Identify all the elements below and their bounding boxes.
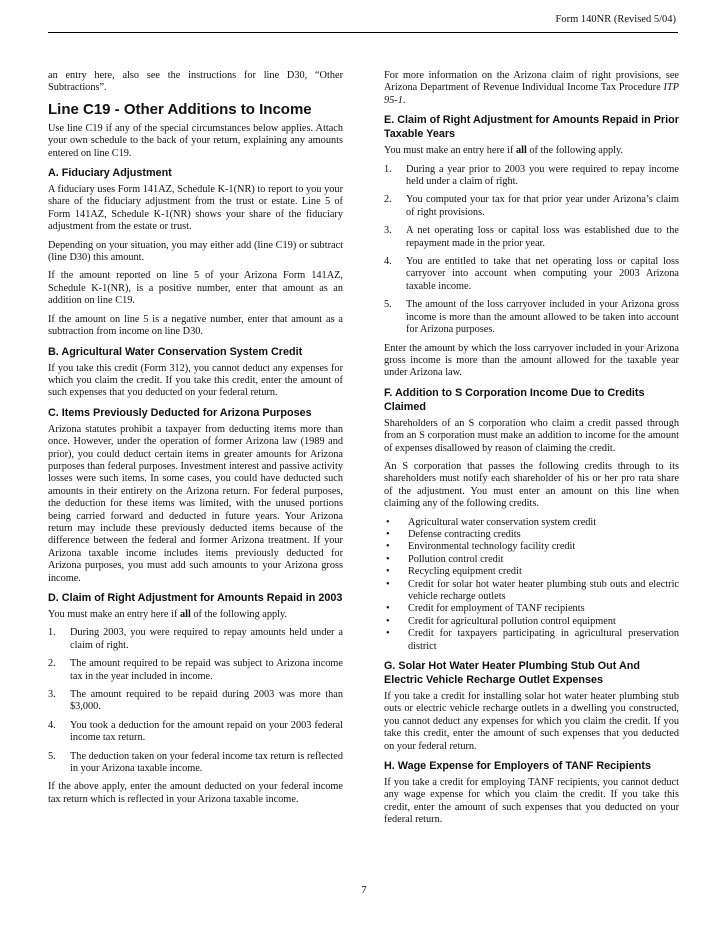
- list-item: [384, 299, 679, 336]
- list-text: A net operating loss or capital loss was established due to the repayment made in the prior year.: [406, 225, 679, 249]
- list-text: The deduction taken on your federal income tax return is reflected in your Arizona taxable income.: [70, 750, 343, 775]
- list-item: [384, 256, 679, 293]
- list-item: [48, 751, 343, 776]
- section-e-intro-a: You must make an entry here if: [384, 145, 516, 157]
- list-item: [384, 164, 679, 189]
- section-d-intro-c: of the following apply.: [190, 609, 288, 620]
- itp-reference-code: ITP 95-1: [384, 82, 679, 106]
- list-item: [384, 554, 679, 566]
- list-text: The amount required to be repaid was subject to Arizona income tax in the year included in income.: [70, 658, 343, 682]
- list-item: [384, 517, 679, 529]
- section-f-p1: Shareholders of an S corporation who claim a credit passed through from an S corporation must make an addition to income for the amount of expenses disallowed by reason of claiming the credit.: [384, 417, 679, 454]
- bullet-text: Pollution control credit: [408, 553, 504, 565]
- c19-text: Use line C19 if any of the special circumstances below applies. Attach your own schedule to the back of your return, explaining any amounts entered on line C19.: [48, 122, 343, 159]
- section-h-p1: If you take a credit for employing TANF recipients, you cannot deduct any wage expense for which you claim the credit. If you take this credit, enter the amount of such expenses that you deducted on your federal return.: [384, 777, 679, 826]
- list-number: 3.: [48, 689, 56, 701]
- list-number: 3.: [384, 225, 392, 237]
- section-d-list: [48, 627, 343, 775]
- list-text: You are entitled to take that net operating loss or capital loss carryover into account when computing your 2003 Arizona taxable income.: [406, 256, 679, 292]
- list-number: 2.: [384, 194, 392, 206]
- section-d-heading: D. Claim of Right Adjustment for Amounts Repaid in 2003: [48, 592, 343, 604]
- itp-reference-c: .: [402, 94, 406, 106]
- list-item: [48, 720, 343, 745]
- bullet-icon: •: [386, 528, 390, 540]
- bullet-icon: •: [386, 553, 390, 565]
- section-a-p4: If the amount on line 5 is a negative number, enter that amount as a subtraction from income on line D30.: [48, 313, 343, 338]
- section-f-p2: An S corporation that passes the following credits through to its shareholders must notify each shareholder of his or her pro rata share of the adjustment. You must enter an amount on this line when claiming any of the following credits.: [384, 460, 679, 510]
- bullet-icon: •: [386, 516, 390, 528]
- list-number: 2.: [48, 658, 56, 670]
- section-e-intro-all: all: [515, 145, 527, 157]
- list-item: [384, 603, 679, 615]
- bullet-text: Credit for taxpayers participating in agricultural preservation district: [408, 628, 679, 652]
- bullet-text: Environmental technology facility credit: [408, 541, 576, 553]
- section-e-intro-c: of the following apply.: [526, 145, 624, 157]
- list-number: 5.: [384, 299, 392, 311]
- list-item: [48, 658, 343, 683]
- list-text: During a year prior to 2003 you were required to repay income held under a claim of right.: [406, 163, 679, 188]
- list-number: 5.: [48, 750, 56, 762]
- section-b-heading: B. Agricultural Water Conservation System Credit: [48, 345, 303, 358]
- section-e-heading: E. Claim of Right Adjustment for Amounts Repaid in Prior Taxable Years: [384, 114, 679, 141]
- itp-reference-a: For more information on the Arizona claim of right provisions, see Arizona Department of Revenue Individual Income Tax Procedure: [384, 70, 679, 94]
- list-item: [384, 579, 679, 604]
- bullet-icon: •: [386, 615, 390, 627]
- list-item: [48, 689, 343, 714]
- list-item: [384, 566, 679, 578]
- section-a-p2: Depending on your situation, you may either add (line C19) or subtract (line D30) this amount.: [48, 239, 343, 264]
- bullet-icon: •: [386, 603, 390, 615]
- list-text: The amount required to be repaid during 2003 was more than $3,000.: [70, 689, 343, 713]
- section-g-p1: If you take a credit for installing solar hot water heater plumbing stub outs or electric vehicle recharge outlets in a dwelling you constructed, you cannot deduct any expenses for which you claim the credit. If you take this credit, enter the amount of such expenses that you deducted on your federal return.: [384, 691, 679, 752]
- section-a-p1: A fiduciary uses Form 141AZ, Schedule K-1(NR) to report to you your share of the fiduciary adjustment from the trust or estate. Line 5 of Form 141AZ, Schedule K-1(NR) shows your share of the fiduciary adjustment from the estate or trust.: [48, 184, 343, 233]
- section-e-intro: [384, 145, 679, 157]
- list-number: 4.: [384, 256, 392, 268]
- itp-reference: [384, 70, 679, 107]
- form-header: Form 140NR (Revised 5/04): [555, 14, 676, 25]
- bullet-text: Recycling equipment credit: [408, 566, 522, 578]
- section-d-intro-a: You must make an entry here if: [48, 609, 180, 620]
- intro-text: an entry here, also see the instructions for line D30, “Other Subtractions”.: [48, 70, 343, 94]
- section-g-heading: G. Solar Hot Water Heater Plumbing Stub Out And Electric Vehicle Recharge Outlet Expenses: [384, 660, 640, 687]
- section-f-bullets: [384, 517, 679, 653]
- c19-heading: Line C19 - Other Additions to Income: [48, 100, 312, 118]
- bullet-text: Defense contracting credits: [408, 528, 521, 540]
- bullet-icon: •: [386, 541, 390, 553]
- section-h-heading: H. Wage Expense for Employers of TANF Recipients: [384, 760, 651, 773]
- list-item: [384, 616, 679, 628]
- list-item: [384, 529, 679, 541]
- bullet-icon: •: [386, 628, 390, 640]
- list-number: 1.: [48, 627, 56, 639]
- list-text: You took a deduction for the amount repaid on your 2003 federal income tax return.: [70, 719, 343, 744]
- section-d-intro: [48, 609, 343, 621]
- bullet-text: Credit for agricultural pollution control equipment: [408, 615, 616, 627]
- section-d-end: If the above apply, enter the amount deducted on your federal income tax return which is reflected in your Arizona taxable income.: [48, 781, 343, 805]
- section-b-p1: If you take this credit (Form 312), you cannot deduct any expenses for which you claim the credit. If you take this credit, enter the amount of such expenses that you deducted on your federal return.: [48, 362, 343, 399]
- section-a-heading: A. Fiduciary Adjustment: [48, 167, 172, 180]
- bullet-icon: •: [386, 578, 390, 590]
- page-number: 7: [361, 884, 367, 896]
- bullet-icon: •: [386, 566, 390, 578]
- list-item: [384, 628, 679, 653]
- list-number: 1.: [384, 163, 392, 175]
- list-item: [384, 225, 679, 250]
- left-column: [48, 70, 343, 812]
- bullet-text: Credit for employment of TANF recipients: [408, 603, 585, 615]
- bullet-text: Agricultural water conservation system credit: [408, 516, 597, 528]
- list-number: 4.: [48, 719, 56, 731]
- section-a-p3: If the amount reported on line 5 of your Arizona Form 141AZ, Schedule K-1(NR), is a positive number, enter that amount as an addition on line C19.: [48, 270, 343, 307]
- section-d-intro-all: all: [179, 609, 191, 620]
- section-f-heading: F. Addition to S Corporation Income Due to Credits Claimed: [384, 386, 645, 413]
- list-item: [384, 194, 679, 219]
- list-text: The amount of the loss carryover included in your Arizona gross income is more than the amount allowed to be taken into account for Arizona purposes.: [406, 299, 679, 336]
- list-text: You computed your tax for that prior year under Arizona’s claim of right provisions.: [406, 194, 679, 218]
- header-rule: [48, 32, 678, 33]
- list-item: [48, 627, 343, 652]
- section-e-end: Enter the amount by which the loss carryover included in your Arizona gross income is more than the amount allowed for the taxable year under Arizona law.: [384, 342, 679, 379]
- section-c-p1: Arizona statutes prohibit a taxpayer from deducting items more than once. However, under the operation of former Arizona law (1989 and prior), you could deduct certain items in greater amounts for Arizona purposes than federal purposes. Investment interest and passive activity losses were such items. In some cases, you could have deducted such amounts in their entirety on the Arizona return. For federal purposes, the deduction for these items was limited, with the unused portions being carried forward and deducted in future years. Your Arizona return may include these previously deducted items because of the difference between the federal and former Arizona treatment. If your Arizona taxable income includes items previously deducted for Arizona purposes, you must add such amounts to your Arizona gross income.: [48, 423, 343, 584]
- right-column: [384, 70, 679, 833]
- bullet-text: Credit for solar hot water heater plumbing stub outs and electric vehicle recharge outlets: [408, 578, 679, 602]
- list-text: During 2003, you were required to repay amounts held under a claim of right.: [70, 627, 343, 651]
- list-item: [384, 541, 679, 553]
- section-e-list: [384, 164, 679, 337]
- section-c-heading: C. Items Previously Deducted for Arizona Purposes: [48, 406, 312, 419]
